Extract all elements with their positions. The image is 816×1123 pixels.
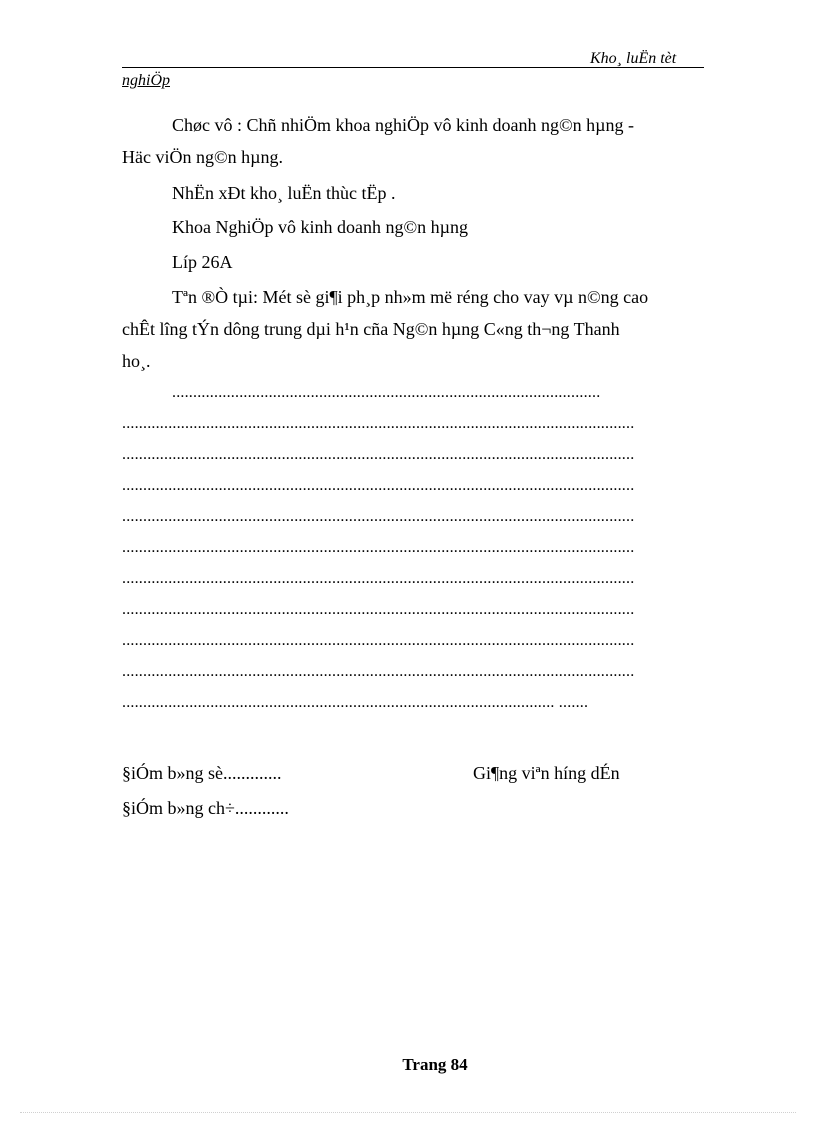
page-number: Trang 84 bbox=[402, 1055, 468, 1074]
dotted-line: .......................................................................................................................... bbox=[122, 663, 635, 680]
header-rule bbox=[122, 67, 704, 68]
dotted-line: .......................................................................................................................... bbox=[122, 415, 635, 432]
body-line-faculty: Khoa NghiÖp vô kinh doanh ng©n hµng bbox=[172, 217, 469, 237]
body-line-topic-cont: chÊt lîng tÝn dông trung dµi h¹n cña Ng©n hµng C«ng th¬ng Thanh bbox=[122, 319, 620, 339]
header-title-right: Kho¸ luËn tèt bbox=[590, 50, 677, 67]
dotted-line: .......................................................................................................................... bbox=[122, 508, 635, 525]
body-line-review: NhËn xÐt kho¸ luËn thùc tËp . bbox=[172, 183, 396, 203]
dotted-line: .......................................................................................................................... bbox=[122, 601, 635, 618]
dotted-line: .......................................................................................................................... bbox=[122, 632, 635, 649]
dotted-line: .......................................................................................................................... bbox=[122, 446, 635, 463]
dotted-line: ....................................................................................................... ....... bbox=[122, 694, 589, 711]
dotted-line: .......................................................................................................................... bbox=[122, 570, 635, 587]
score-in-numbers: §iÓm b»ng sè............. bbox=[122, 763, 282, 783]
score-in-words: §iÓm b»ng ch÷............ bbox=[122, 798, 289, 818]
body-line-academy: Häc viÖn ng©n hµng. bbox=[122, 147, 284, 167]
header-title-left: nghiÖp bbox=[122, 72, 170, 89]
body-line-class: Líp 26A bbox=[172, 252, 233, 272]
body-line-position: Chøc vô : Chñ nhiÖm khoa nghiÖp vô kinh doanh ng©n hµng - bbox=[172, 115, 635, 135]
dotted-line: .......................................................................................................................... bbox=[122, 477, 635, 494]
dotted-line: .......................................................................................................................... bbox=[122, 539, 635, 556]
body-line-topic-end: ho¸. bbox=[122, 351, 151, 371]
lecturer-label: Gi¶ng viªn híng dÉn bbox=[473, 763, 620, 783]
body-line-topic: Tªn ®Ò tµi: Mét sè gi¶i ph¸p nh»m më réng cho vay vµ n©ng cao bbox=[172, 287, 649, 307]
page-bottom-border bbox=[20, 1112, 796, 1113]
dotted-line: ...................................................................................................... bbox=[172, 384, 601, 401]
